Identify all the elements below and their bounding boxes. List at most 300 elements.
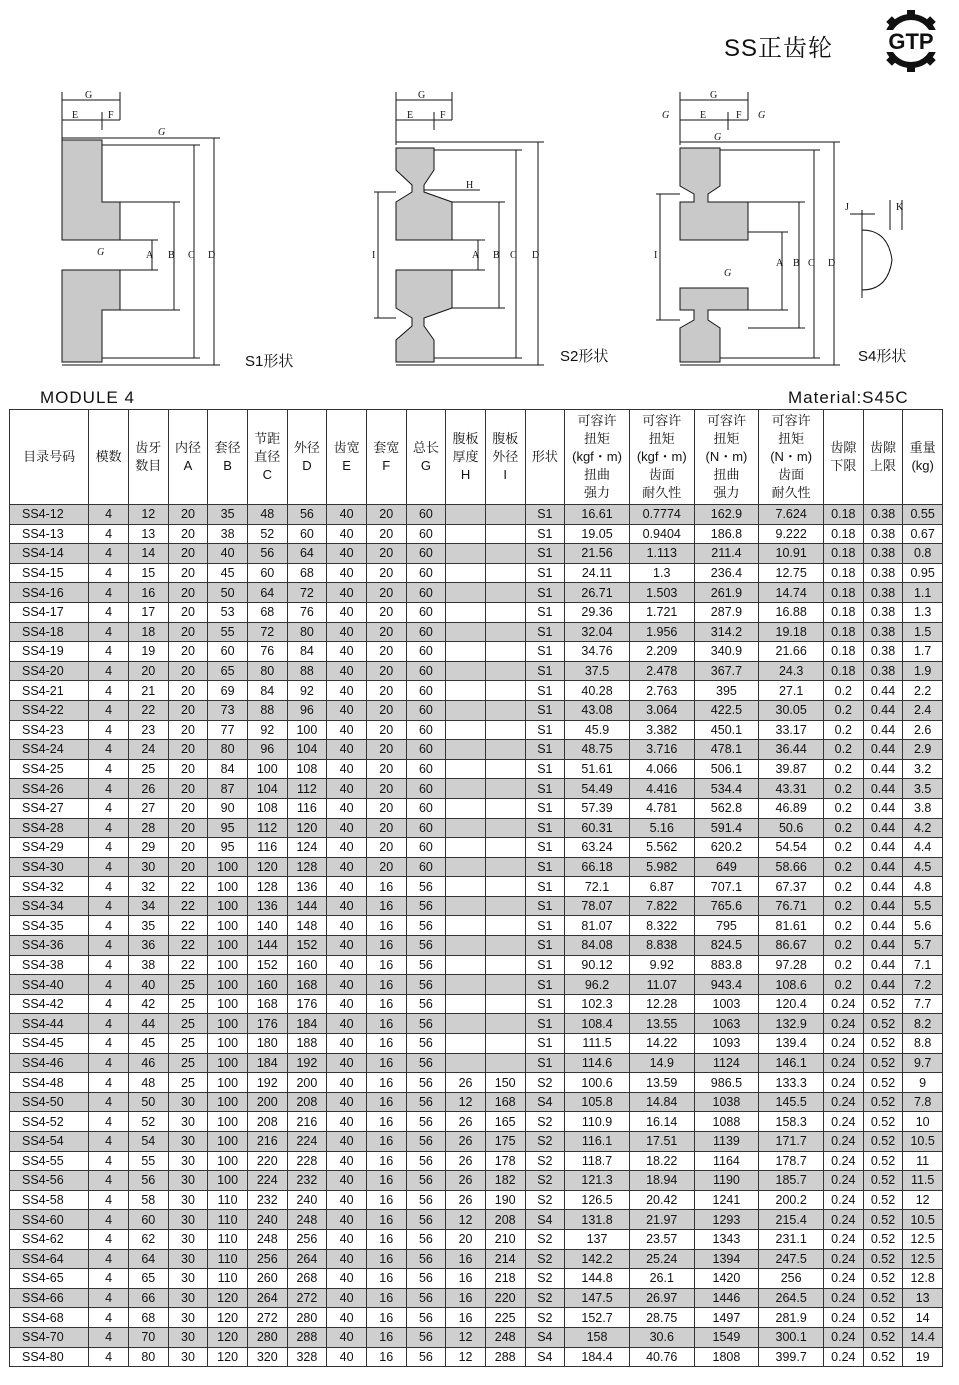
table-cell: 0.52: [863, 1210, 903, 1230]
table-cell: 20: [366, 563, 406, 583]
table-cell: 9: [903, 1073, 943, 1093]
catalog-code-cell: SS4-22: [10, 700, 89, 720]
table-cell: 0.2: [824, 916, 864, 936]
column-header-line: 内径: [174, 440, 201, 455]
table-cell: 184: [287, 1014, 327, 1034]
table-cell: 0.2: [824, 720, 864, 740]
table-cell: 30.05: [759, 700, 824, 720]
table-cell: 0.18: [824, 563, 864, 583]
table-cell: 422.5: [694, 700, 759, 720]
table-cell: [485, 544, 525, 564]
table-cell: 0.38: [863, 563, 903, 583]
table-cell: 12.75: [759, 563, 824, 583]
table-cell: 56: [406, 1210, 446, 1230]
table-cell: 0.52: [863, 1190, 903, 1210]
table-cell: 40: [327, 975, 367, 995]
column-header-line: 重量: [909, 440, 936, 455]
table-cell: 14: [903, 1308, 943, 1328]
table-cell: 0.52: [863, 1092, 903, 1112]
table-cell: 158.3: [759, 1112, 824, 1132]
table-cell: 20: [168, 759, 208, 779]
table-cell: 43.31: [759, 779, 824, 799]
table-cell: 20: [168, 622, 208, 642]
table-cell: 16: [366, 1053, 406, 1073]
table-cell: 16: [366, 1229, 406, 1249]
table-cell: 16: [366, 1151, 406, 1171]
svg-text:C: C: [808, 258, 815, 269]
table-cell: 1093: [694, 1034, 759, 1054]
table-cell: 0.2: [824, 700, 864, 720]
table-cell: 14.4: [903, 1327, 943, 1347]
table-cell: 40: [327, 818, 367, 838]
column-header-line: 耐久性: [642, 485, 682, 500]
table-cell: 7.822: [629, 896, 694, 916]
table-cell: 0.38: [863, 583, 903, 603]
table-cell: [485, 740, 525, 760]
table-cell: 46.89: [759, 798, 824, 818]
table-cell: 56: [406, 1151, 446, 1171]
table-cell: 20: [366, 798, 406, 818]
table-cell: 13: [903, 1288, 943, 1308]
table-cell: 40: [327, 798, 367, 818]
table-cell: 4: [89, 818, 129, 838]
catalog-code-cell: SS4-29: [10, 838, 89, 858]
table-cell: 40: [327, 622, 367, 642]
table-cell: 328: [287, 1347, 327, 1367]
table-cell: 64: [247, 583, 287, 603]
table-cell: 8.2: [903, 1014, 943, 1034]
table-cell: 56: [406, 877, 446, 897]
table-cell: [485, 700, 525, 720]
table-cell: 171.7: [759, 1132, 824, 1152]
table-cell: 60: [287, 524, 327, 544]
table-cell: 4: [89, 1151, 129, 1171]
table-row: [10, 896, 943, 916]
table-cell: 100.6: [565, 1073, 630, 1093]
table-cell: S2: [525, 1190, 565, 1210]
table-cell: 1549: [694, 1327, 759, 1347]
table-cell: 110: [208, 1210, 248, 1230]
table-row: [10, 1210, 943, 1230]
table-cell: 0.24: [824, 1269, 864, 1289]
table-cell: 95: [208, 818, 248, 838]
table-cell: 0.24: [824, 1249, 864, 1269]
table-cell: 26.1: [629, 1269, 694, 1289]
column-header-line: 齿面: [778, 467, 805, 482]
table-cell: S4: [525, 1327, 565, 1347]
table-cell: 0.24: [824, 1288, 864, 1308]
table-cell: 120: [208, 1308, 248, 1328]
table-cell: [446, 936, 486, 956]
table-cell: 9.222: [759, 524, 824, 544]
table-row: [10, 1229, 943, 1249]
table-cell: [485, 916, 525, 936]
table-cell: 40: [327, 1347, 367, 1367]
table-cell: 562.8: [694, 798, 759, 818]
table-cell: [446, 877, 486, 897]
table-row: [10, 877, 943, 897]
column-header-line: 可容许: [642, 413, 682, 428]
table-cell: S1: [525, 700, 565, 720]
table-cell: 240: [287, 1190, 327, 1210]
table-cell: 0.52: [863, 1151, 903, 1171]
table-cell: 0.2: [824, 740, 864, 760]
table-row: [10, 681, 943, 701]
table-cell: 21.56: [565, 544, 630, 564]
table-cell: 60: [406, 798, 446, 818]
table-cell: 0.2: [824, 779, 864, 799]
table-cell: 72: [287, 583, 327, 603]
table-cell: 20: [168, 642, 208, 662]
table-cell: 84: [247, 681, 287, 701]
table-cell: 1.9: [903, 661, 943, 681]
table-cell: 40: [208, 544, 248, 564]
table-cell: 2.763: [629, 681, 694, 701]
table-cell: 100: [208, 896, 248, 916]
table-cell: 14.9: [629, 1053, 694, 1073]
table-cell: 20: [366, 622, 406, 642]
table-cell: [446, 798, 486, 818]
table-cell: 0.52: [863, 1269, 903, 1289]
table-cell: 100: [208, 877, 248, 897]
table-cell: S2: [525, 1132, 565, 1152]
table-cell: 39.87: [759, 759, 824, 779]
table-row: [10, 779, 943, 799]
table-cell: 56: [406, 1171, 446, 1191]
table-cell: 145.5: [759, 1092, 824, 1112]
table-cell: 16: [366, 1347, 406, 1367]
column-header-line: 扭矩: [648, 431, 675, 446]
svg-text:E: E: [700, 110, 707, 121]
table-cell: 40.76: [629, 1347, 694, 1367]
table-cell: 92: [287, 681, 327, 701]
table-row: [10, 622, 943, 642]
table-row: [10, 524, 943, 544]
table-cell: S1: [525, 1053, 565, 1073]
table-cell: 13: [128, 524, 168, 544]
table-cell: 84: [208, 759, 248, 779]
table-cell: 120: [208, 1347, 248, 1367]
table-cell: S1: [525, 720, 565, 740]
table-cell: 108: [247, 798, 287, 818]
table-cell: 4: [89, 1092, 129, 1112]
table-cell: 20: [366, 661, 406, 681]
table-cell: 16: [366, 877, 406, 897]
table-cell: 200: [247, 1092, 287, 1112]
table-cell: 649: [694, 857, 759, 877]
column-header-line: 总长: [412, 440, 439, 455]
table-cell: 19.05: [565, 524, 630, 544]
catalog-code-cell: SS4-52: [10, 1112, 89, 1132]
table-cell: 248: [287, 1210, 327, 1230]
table-cell: 208: [287, 1092, 327, 1112]
table-cell: 0.52: [863, 1229, 903, 1249]
table-cell: 175: [485, 1132, 525, 1152]
table-cell: 76.71: [759, 896, 824, 916]
column-header-line: 数目: [135, 458, 162, 473]
table-row: [10, 994, 943, 1014]
table-cell: 16: [446, 1269, 486, 1289]
column-header-line: A: [183, 458, 193, 473]
table-cell: 20: [168, 505, 208, 525]
column-header: [89, 410, 129, 505]
table-cell: 54: [128, 1132, 168, 1152]
column-header-line: 强力: [713, 485, 740, 500]
table-cell: 60: [406, 622, 446, 642]
table-row: [10, 1171, 943, 1191]
table-cell: S1: [525, 661, 565, 681]
column-header-line: (N・m): [770, 449, 813, 464]
table-cell: 35: [128, 916, 168, 936]
column-header-line: 厚度: [452, 449, 479, 464]
table-cell: 15: [128, 563, 168, 583]
table-cell: 20: [366, 544, 406, 564]
table-cell: 9.92: [629, 955, 694, 975]
table-cell: 116: [247, 838, 287, 858]
table-cell: 16.14: [629, 1112, 694, 1132]
table-cell: [446, 602, 486, 622]
table-cell: 40: [327, 1210, 367, 1230]
table-cell: [485, 602, 525, 622]
table-cell: [485, 857, 525, 877]
table-cell: 231.1: [759, 1229, 824, 1249]
table-cell: 0.52: [863, 1014, 903, 1034]
table-cell: 4: [89, 544, 129, 564]
column-header-line: 套宽: [373, 440, 400, 455]
column-header-line: D: [302, 458, 312, 473]
table-cell: 16: [446, 1249, 486, 1269]
table-cell: S1: [525, 583, 565, 603]
catalog-code-cell: SS4-27: [10, 798, 89, 818]
table-cell: 100: [208, 975, 248, 995]
table-cell: 20: [168, 544, 208, 564]
table-cell: 56: [406, 1308, 446, 1328]
table-cell: 0.24: [824, 994, 864, 1014]
table-cell: 0.44: [863, 720, 903, 740]
table-cell: 24.11: [565, 563, 630, 583]
table-cell: 14.84: [629, 1092, 694, 1112]
catalog-code-cell: SS4-58: [10, 1190, 89, 1210]
table-cell: 160: [287, 955, 327, 975]
table-cell: 4: [89, 1132, 129, 1152]
table-cell: S1: [525, 563, 565, 583]
table-cell: 56: [406, 955, 446, 975]
table-cell: 0.18: [824, 583, 864, 603]
table-cell: [485, 642, 525, 662]
table-cell: 136: [287, 877, 327, 897]
table-cell: 0.52: [863, 1308, 903, 1328]
table-cell: 4.416: [629, 779, 694, 799]
table-cell: 16: [366, 1249, 406, 1269]
svg-text:G: G: [724, 268, 732, 279]
svg-text:G: G: [85, 90, 93, 101]
diagram-s1: [40, 90, 240, 380]
column-header: [485, 410, 525, 505]
table-cell: 210: [485, 1229, 525, 1249]
table-cell: 20: [128, 661, 168, 681]
table-cell: 16: [366, 916, 406, 936]
table-cell: [485, 524, 525, 544]
table-cell: 114.6: [565, 1053, 630, 1073]
table-cell: [446, 955, 486, 975]
table-cell: 0.44: [863, 740, 903, 760]
table-cell: 0.95: [903, 563, 943, 583]
table-cell: 4: [89, 681, 129, 701]
table-cell: 1808: [694, 1347, 759, 1367]
table-cell: 80: [247, 661, 287, 681]
table-cell: 40: [327, 563, 367, 583]
table-cell: S2: [525, 1308, 565, 1328]
table-cell: 16: [366, 1288, 406, 1308]
table-cell: 0.24: [824, 1347, 864, 1367]
column-header-line: 腹板: [452, 431, 479, 446]
table-cell: 121.3: [565, 1171, 630, 1191]
table-cell: 40: [327, 759, 367, 779]
table-cell: 225: [485, 1308, 525, 1328]
table-cell: 4: [89, 1112, 129, 1132]
column-header-line: 可容许: [706, 413, 746, 428]
table-cell: 1.1: [903, 583, 943, 603]
table-cell: 25: [168, 1034, 208, 1054]
table-cell: 18: [128, 622, 168, 642]
table-cell: [485, 798, 525, 818]
table-cell: 0.9404: [629, 524, 694, 544]
table-cell: 395: [694, 681, 759, 701]
table-cell: 208: [247, 1112, 287, 1132]
table-cell: 40: [327, 681, 367, 701]
column-header: [525, 410, 565, 505]
table-cell: 0.2: [824, 877, 864, 897]
table-cell: 4: [89, 857, 129, 877]
table-cell: S1: [525, 1034, 565, 1054]
table-cell: 60: [406, 838, 446, 858]
table-cell: 300.1: [759, 1327, 824, 1347]
catalog-code-cell: SS4-38: [10, 955, 89, 975]
table-cell: 218: [485, 1269, 525, 1289]
table-cell: 10.91: [759, 544, 824, 564]
table-cell: 40: [327, 1249, 367, 1269]
table-cell: 0.18: [824, 602, 864, 622]
table-row: [10, 563, 943, 583]
table-cell: 33.17: [759, 720, 824, 740]
table-cell: 84: [287, 642, 327, 662]
table-cell: 280: [287, 1308, 327, 1328]
table-cell: 16: [366, 1092, 406, 1112]
table-cell: 45: [208, 563, 248, 583]
table-cell: 40: [327, 936, 367, 956]
table-cell: 0.52: [863, 1034, 903, 1054]
table-cell: [446, 720, 486, 740]
table-cell: 1124: [694, 1053, 759, 1073]
table-cell: 64: [287, 544, 327, 564]
catalog-code-cell: SS4-70: [10, 1327, 89, 1347]
material-label: Material:S45C: [788, 388, 909, 407]
diagram-s1-label: S1形状: [245, 353, 294, 370]
table-cell: 0.44: [863, 779, 903, 799]
table-cell: 12: [446, 1327, 486, 1347]
table-cell: [485, 936, 525, 956]
table-cell: 76: [287, 602, 327, 622]
table-cell: 162.9: [694, 505, 759, 525]
table-cell: 56: [406, 1288, 446, 1308]
table-cell: 56: [406, 1112, 446, 1132]
table-cell: 40: [327, 1151, 367, 1171]
table-cell: S1: [525, 622, 565, 642]
table-cell: 4: [89, 1190, 129, 1210]
catalog-code-cell: SS4-12: [10, 505, 89, 525]
table-cell: 60: [128, 1210, 168, 1230]
table-cell: S2: [525, 1269, 565, 1289]
table-cell: 1.113: [629, 544, 694, 564]
diagram-s2-label: S2形状: [560, 348, 609, 365]
table-cell: 20: [168, 798, 208, 818]
table-cell: 0.52: [863, 1073, 903, 1093]
table-cell: 0.44: [863, 857, 903, 877]
table-cell: [485, 622, 525, 642]
catalog-code-cell: SS4-30: [10, 857, 89, 877]
table-cell: S1: [525, 818, 565, 838]
table-cell: 228: [287, 1151, 327, 1171]
table-cell: 56: [406, 1229, 446, 1249]
table-row: [10, 975, 943, 995]
table-cell: 256: [287, 1229, 327, 1249]
column-header-line: (N・m): [705, 449, 748, 464]
table-cell: 100: [208, 857, 248, 877]
catalog-code-cell: SS4-34: [10, 896, 89, 916]
table-cell: S2: [525, 1112, 565, 1132]
table-cell: S1: [525, 857, 565, 877]
table-cell: 60: [406, 583, 446, 603]
table-cell: 16: [366, 896, 406, 916]
table-cell: 3.5: [903, 779, 943, 799]
table-cell: 943.4: [694, 975, 759, 995]
table-cell: 100: [208, 1151, 248, 1171]
table-cell: 4: [89, 1210, 129, 1230]
table-cell: 40: [327, 1034, 367, 1054]
table-cell: 22: [168, 877, 208, 897]
svg-text:A: A: [776, 258, 784, 269]
table-cell: 100: [208, 1053, 248, 1073]
table-cell: 37.5: [565, 661, 630, 681]
table-cell: 20: [168, 857, 208, 877]
table-cell: 40: [327, 877, 367, 897]
table-cell: 56: [406, 1053, 446, 1073]
table-cell: 1139: [694, 1132, 759, 1152]
table-cell: 0.52: [863, 1171, 903, 1191]
table-cell: 60: [406, 681, 446, 701]
table-cell: 27.1: [759, 681, 824, 701]
table-cell: 0.2: [824, 759, 864, 779]
table-cell: 534.4: [694, 779, 759, 799]
table-cell: 65: [128, 1269, 168, 1289]
table-cell: 110.9: [565, 1112, 630, 1132]
table-cell: 20.42: [629, 1190, 694, 1210]
table-cell: 17.51: [629, 1132, 694, 1152]
table-cell: 20: [366, 505, 406, 525]
table-cell: 765.6: [694, 896, 759, 916]
column-header-line: 齿面: [648, 467, 675, 482]
table-cell: 0.24: [824, 1034, 864, 1054]
table-cell: 10: [903, 1112, 943, 1132]
table-cell: 180: [247, 1034, 287, 1054]
table-cell: 40: [327, 661, 367, 681]
catalog-code-cell: SS4-60: [10, 1210, 89, 1230]
table-cell: 17: [128, 602, 168, 622]
table-cell: 280: [247, 1327, 287, 1347]
table-cell: 190: [485, 1190, 525, 1210]
table-cell: 23: [128, 720, 168, 740]
column-header: [406, 410, 446, 505]
